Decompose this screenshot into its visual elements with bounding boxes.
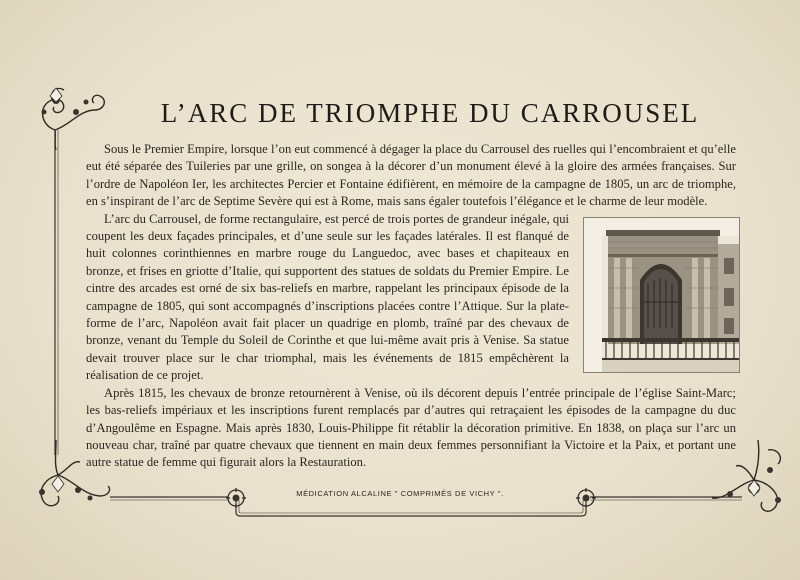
page-title: L’ARC DE TRIOMPHE DU CARROUSEL <box>160 98 700 129</box>
paragraph: Sous le Premier Empire, lorsque l’on eut commencé à dégager la place du Carrousel des ruelles qui l’encombraient et qu’elle eut été séparée des Tuileries par une grille, on songea à la décorer d’un monument élevé à la gloire des armées françaises. Sur l’ordre de Napoléon Ier, les architectes Percier et Fontaine édifièrent, en mémoire de la campagne de 1805, un arc de triomphe, en s’inspirant de l’arc de Septime Sevère qui est à Rome, mais sans égaler toutefois l’élégance et le charme de leur modèle. <box>86 142 736 209</box>
footer-advert: MÉDICATION ALCALINE " COMPRIMÉS DE VICHY ". <box>296 489 504 498</box>
arch-engraving <box>583 217 740 373</box>
fleuron-corner-icon <box>30 80 110 150</box>
article-body <box>86 141 736 472</box>
arch-engraving-drawing <box>602 218 740 372</box>
paragraph <box>86 211 736 385</box>
paragraph: Après 1815, les chevaux de bronze retournèrent à Venise, où ils décorent depuis l’entrée principale de l’église Saint-Marc; les bas-reliefs impériaux et les inscriptions furent remplacés par d’autres qui retraçaient les épisodes de la campagne du duc d’Angoulême en Espagne. Mais après 1830, Louis-Philippe fit rétablir la décoration primitive. En 1838, on plaça sur l’arc un nouveau char, traîné par quatre chevaux que tiennent en main deux femmes personnifiant la Victoire et la Paix, et portant une autre statue de femme qui figurait alors la Restauration. <box>86 385 736 470</box>
paragraph-text: L’arc du Carrousel, de forme rectangulaire, est percé de trois portes de grandeur inégale, qui coupent les deux façades principales, et d’une seule sur les façades latérales. Il est flanqué de huit colonnes corinthiennes en marbre rouge du Languedoc, avec bases et chapiteaux en bronze, et frises en griotte d’Italie, qui supportent des statues de soldats du Premier Empire. Le cintre des arcades est orné de six bas-reliefs en marbre, rappelant les principaux épisode de la campagne de 1805, qui sont accompagnés d’inscriptions placées contre l’Attique. Sur la plate-forme de l’arc, Napoléon avait fait placer un quadrige en plomb, traîné par des chevaux de bronze, venant du Temple du Soleil de Corinthe et que lui-même avait pris à Venise. Sa statue devait trouver place sur le char triomphal, mais les événements de 1815 empêchèrent la réalisation de ce projet. <box>86 211 569 383</box>
